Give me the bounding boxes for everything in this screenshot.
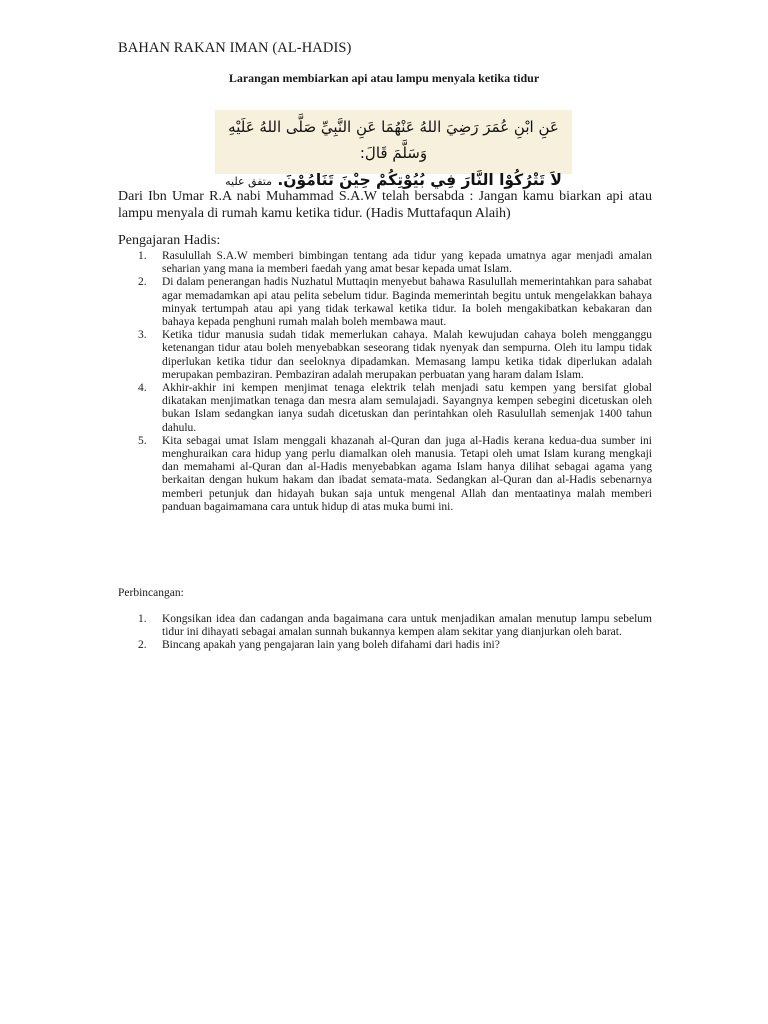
arabic-line-1: عَنِ ابْنِ عُمَرَ رَضِيَ اللهُ عَنْهُمَا عَنِ النَّبِيِّ صَلَّى اللهُ عَلَيْهِ وَسَلَّمَ قَالَ:: [228, 118, 559, 162]
list-item-text: Rasulullah S.A.W memberi bimbingan tentang ada tidur yang kepada umatnya agar menjadi amalan seharian yang mana ia memberi faedah yang amat besar kepada umat Islam.: [162, 250, 652, 276]
arabic-hadith-text: [215, 110, 572, 189]
list-item-text: Bincang apakah yang pengajaran lain yang boleh difahami dari hadis ini?: [162, 639, 500, 652]
list-item-number: 2.: [138, 639, 147, 652]
list-item-text: Akhir-akhir ini kempen menjimat tenaga elektrik telah menjadi satu kempen yang bersifat global dikatakan menjimatkan tenaga dan mesra alam semulajadi. Sayangnya kempen sebegini dicetuskan oleh bukan Islam sedangkan ianya sudah dicetuskan dan perintahkan oleh Rasulullah semenjak 1400 tahun dahulu.: [162, 382, 652, 434]
list-item: [118, 613, 652, 639]
list-item-number: 1.: [138, 613, 147, 625]
list-item-text: Ketika tidur manusia sudah tidak memerlukan cahaya. Malah kewujudan cahaya boleh mengganggu ketenangan tidur atau boleh menyebabkan seseorang tidak nyenyak dan sempurna. Oleh itu lampu tidak diperlukan ketika tidur dan seeloknya dipadamkan. Memasang lampu ketika tidak diperlukan adalah merupakan pembaziran. Pembaziran adalah merupakan perbuatan yang haram dalam Islam.: [162, 329, 652, 381]
hadith-subtitle: Larangan membiarkan api atau lampu menyala ketika tidur: [228, 71, 540, 85]
list-item-number: 3.: [138, 329, 147, 342]
list-item-text: Kita sebagai umat Islam menggali khazanah al-Quran dan juga al-Hadis kerana kedua-dua sumber ini menghuraikan cara hidup yang perlu diamalkan oleh manusia. Tetapi oleh umat Islam kurang mengkaji dan memahami al-Quran dan al-Hadis menyebabkan agama Islam hanya dilihat sebagai agama yang berkaitan dengan hukum hakam dan ibadat semata-mata. Sedangkan al-Quran dan al-Hadis sebenarnya memberi petunjuk dan hidayah bukan saja untuk mengenal Allah dan mentaatinya malah memberi panduan bagaimamana cara untuk hidup di atas muka bumi ini.: [162, 434, 652, 513]
list-item: [118, 276, 652, 329]
list-item: [118, 329, 652, 382]
arabic-line-2-text: لاَ تَتْرُكُوْا النَّارَ فِي بُيُوْتِكُمْ حِيْنَ تَنَامُوْنَ.: [277, 171, 562, 189]
arabic-source: متفق عليه: [225, 175, 272, 188]
list-item: [118, 639, 652, 652]
list-item-text: Di dalam penerangan hadis Nuzhatul Muttaqin menyebut bahawa Rasulullah memerintahkan para sahabat agar memadamkan api atau pelita sebelum tidur. Baginda memerintah begitu untuk mengelakkan bahaya minyak tertumpah atau api yang tidak terkawal ketika tidur. Ia boleh mengakibatkan kebakaran dan bahaya kepada penghuni rumah malah boleh membawa maut.: [162, 276, 652, 329]
discussion-list: [118, 613, 652, 653]
hadith-translation: Dari Ibn Umar R.A nabi Muhammad S.A.W telah bersabda : Jangan kamu biarkan api atau lampu menyala di rumah kamu ketika tidur. (Hadis Muttafaqun Alaih): [118, 189, 652, 221]
lessons-heading: Pengajaran Hadis:: [118, 233, 221, 248]
list-item-number: 4.: [138, 382, 147, 395]
list-item-number: 1.: [138, 250, 147, 262]
list-item: [118, 382, 652, 435]
list-item: [118, 250, 652, 276]
list-item-number: 2.: [138, 276, 147, 289]
list-item-text: Kongsikan idea dan cadangan anda bagaimana cara untuk menjadikan amalan menutup lampu sebelum tidur ini dihayati sebagai amalan sunnah bukannya kempen alam sekitar yang dianjurkan oleh barat.: [162, 613, 652, 639]
list-item: [118, 435, 652, 514]
lessons-list: [118, 250, 652, 514]
discussion-heading: Perbincangan:: [118, 587, 184, 599]
document-title: BAHAN RAKAN IMAN (AL-HADIS): [118, 40, 352, 56]
list-item-number: 5.: [138, 434, 147, 447]
